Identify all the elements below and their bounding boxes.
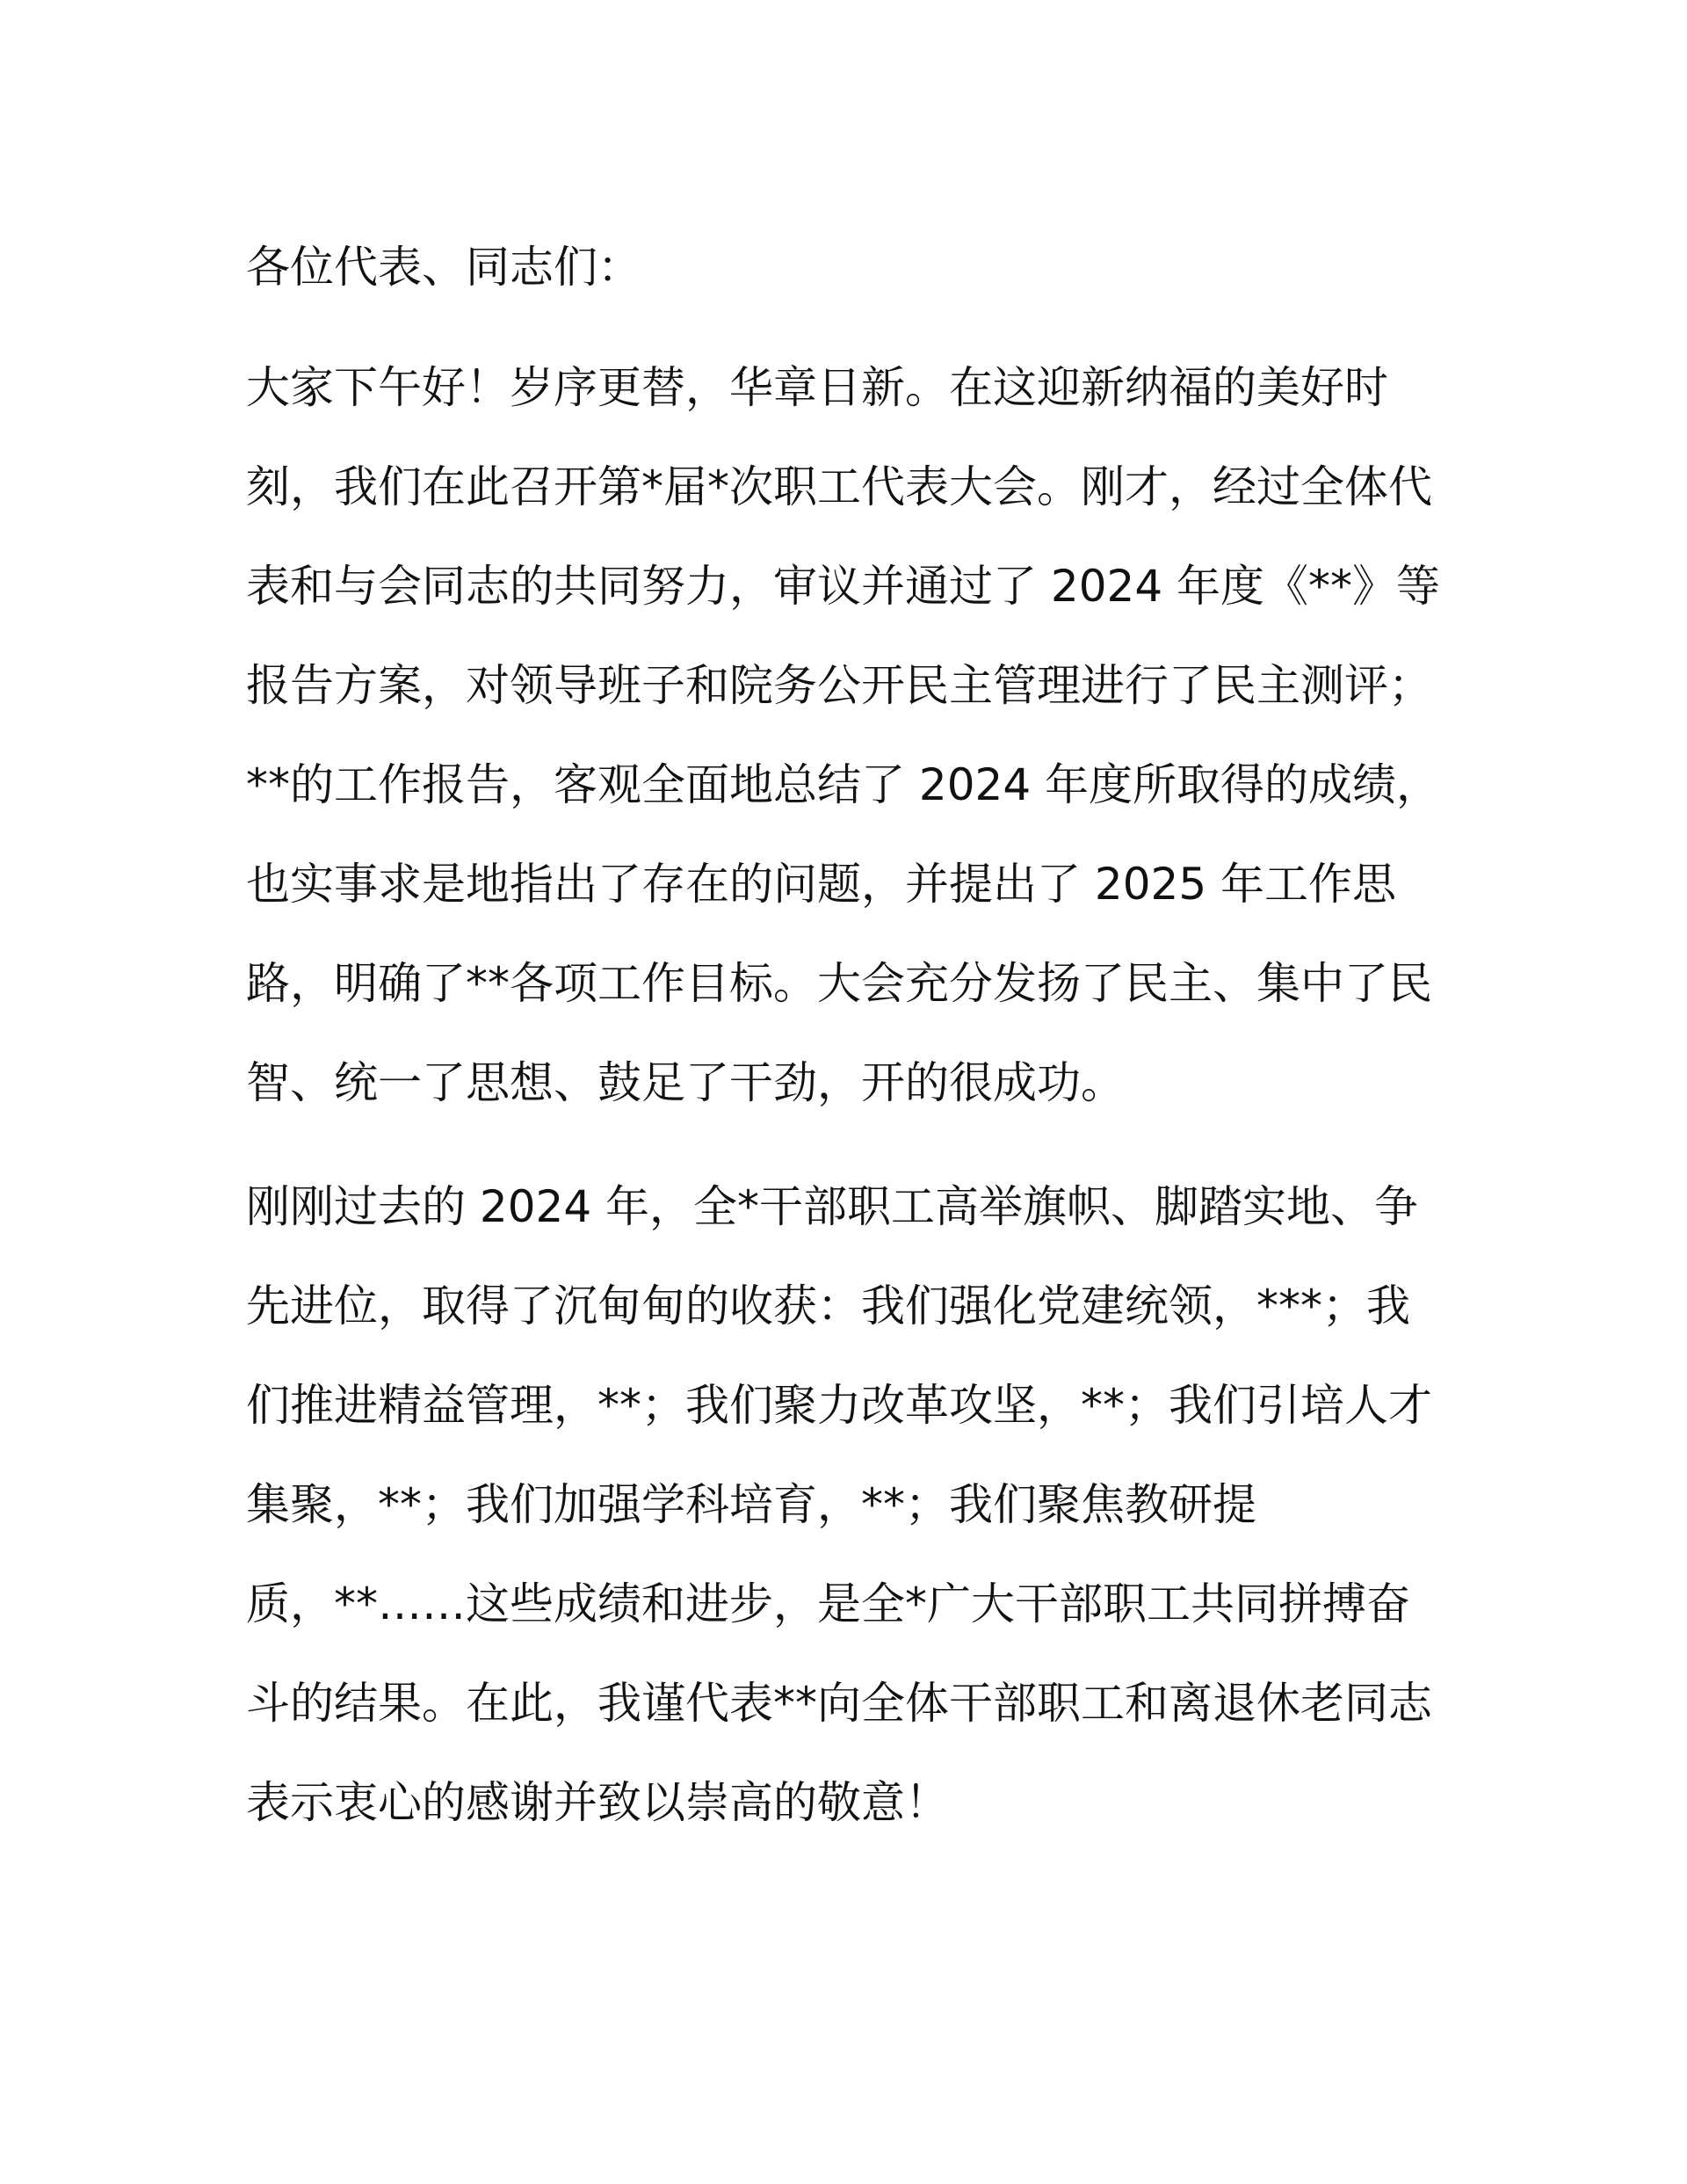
paragraph-opening	[246, 338, 1441, 1133]
paragraph-line: 大家下午好！岁序更替，华章日新。在这迎新纳福的美好时	[246, 362, 1388, 413]
paragraph-line: 也实事求是地指出了存在的问题，并提出了 2025 年工作思	[246, 859, 1397, 910]
paragraph-line: 刚刚过去的 2024 年，全*干部职工高举旗帜、脚踏实地、争	[246, 1181, 1419, 1232]
salutation	[246, 218, 1441, 317]
paragraph-line: 集聚，**；我们加强学科培育，**；我们聚焦教研提	[246, 1479, 1256, 1530]
paragraph-line: 路，明确了**各项工作目标。大会充分发扬了民主、集中了民	[246, 958, 1432, 1009]
paragraph-line: 们推进精益管理，**；我们聚力改革攻坚，**；我们引培人才	[246, 1380, 1432, 1431]
paragraph-line: 智、统一了思想、鼓足了干劲，开的很成功。	[246, 1057, 1125, 1108]
paragraph-line: 表和与会同志的共同努力，审议并通过了 2024 年度《**》等	[246, 561, 1441, 612]
paragraph-line: **的工作报告，客观全面地总结了 2024 年度所取得的成绩，	[246, 759, 1441, 810]
paragraph-achievements	[246, 1157, 1441, 1853]
paragraph-line: 质，**……这些成绩和进步，是全*广大干部职工共同拼搏奋	[246, 1578, 1410, 1629]
paragraph-line: 斗的结果。在此，我谨代表**向全体干部职工和离退休老同志	[246, 1678, 1432, 1729]
salutation-line: 各位代表、同志们：	[246, 242, 641, 293]
paragraph-line: 刻，我们在此召开第*届*次职工代表大会。刚才，经过全体代	[246, 461, 1432, 512]
paragraph-line: 先进位，取得了沉甸甸的收获：我们强化党建统领，***；我	[246, 1281, 1410, 1331]
paragraph-line: 表示衷心的感谢并致以崇高的敬意！	[246, 1777, 949, 1828]
paragraph-line: 报告方案，对领导班子和院务公开民主管理进行了民主测评；	[246, 660, 1432, 711]
